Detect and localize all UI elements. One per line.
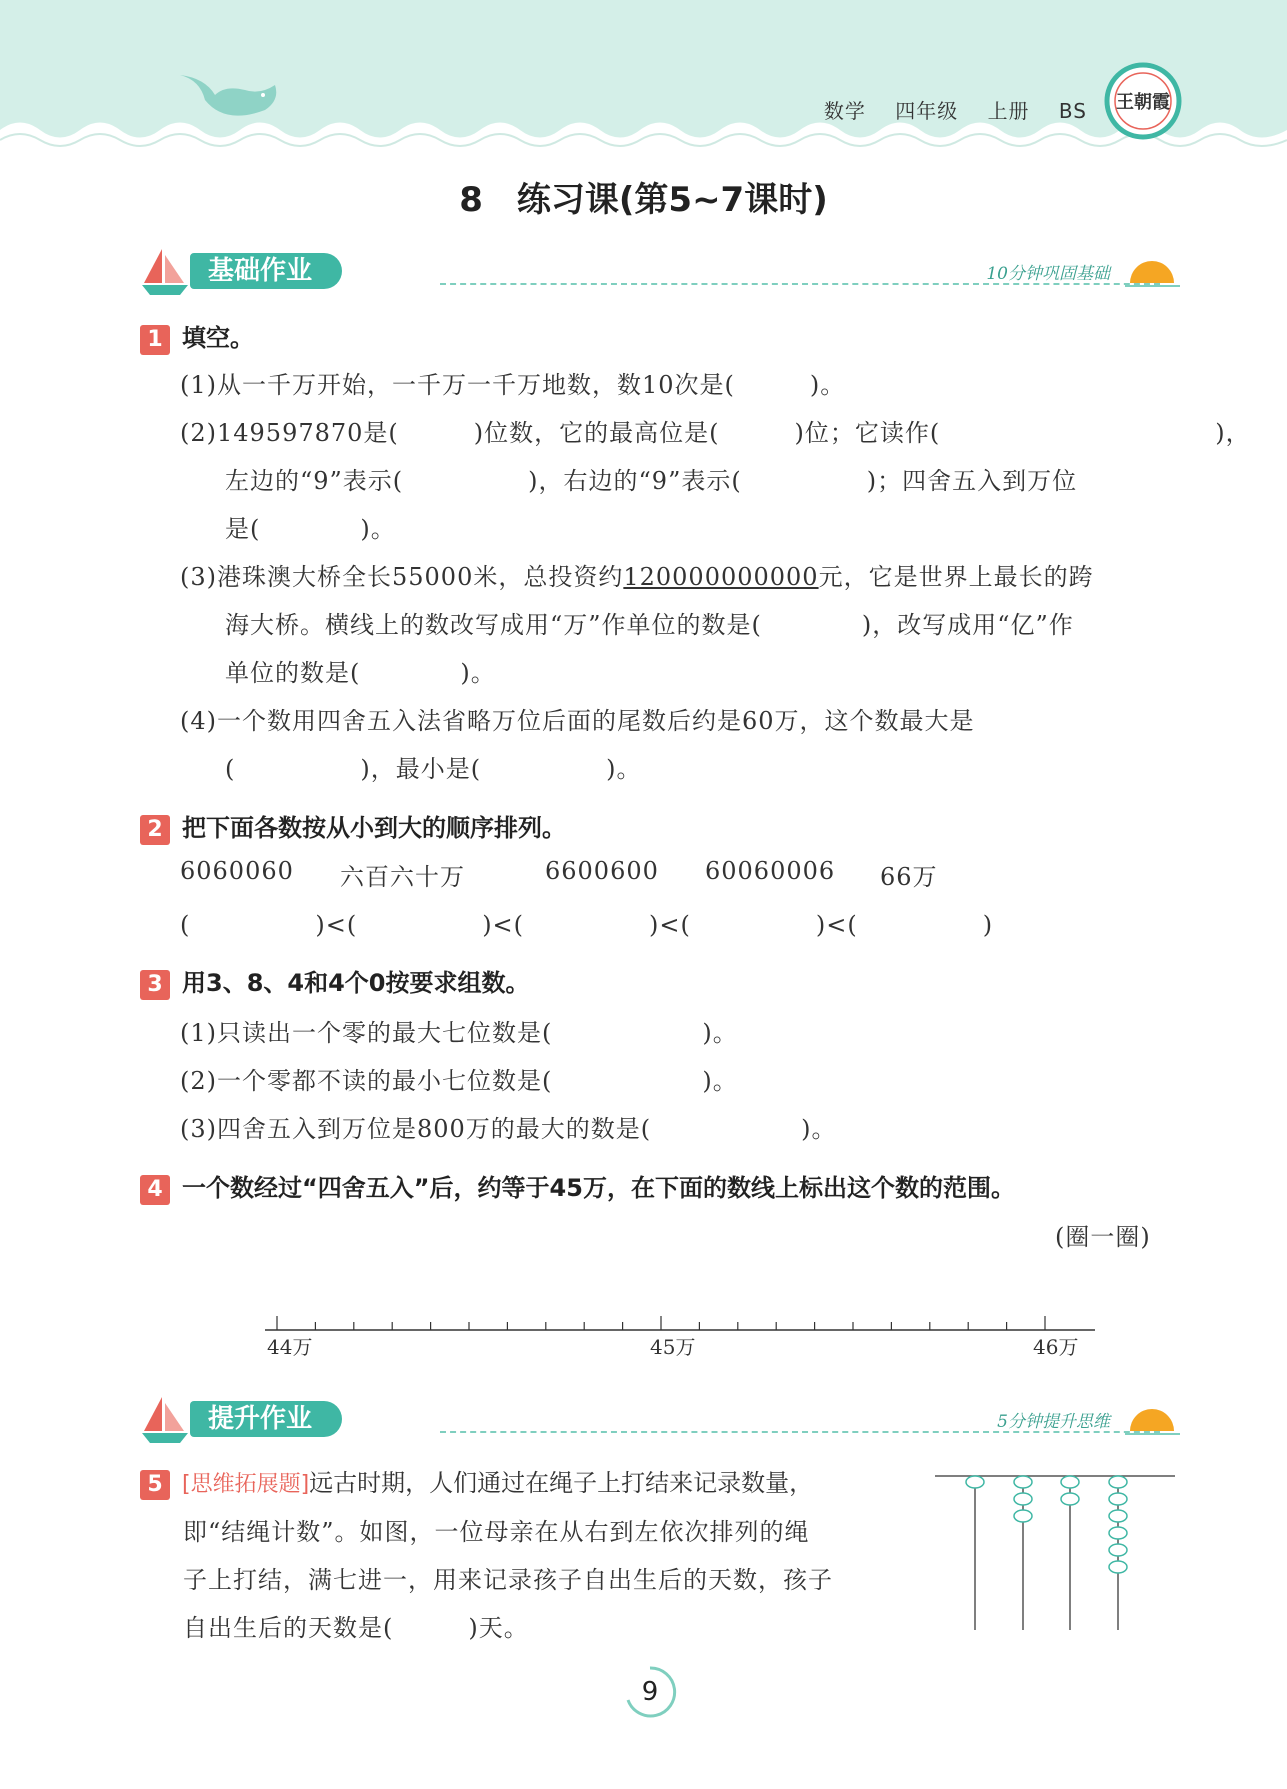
number-line-label-45: 45万 [650,1335,696,1359]
q1-underlined-number: 120000000000 [623,563,819,591]
header-subject: 数学 [823,99,866,123]
sunset-icon [1125,1401,1180,1441]
q1-line-7: 单位的数是( )。 [225,659,496,687]
number-line-label-44: 44万 [267,1335,313,1359]
knot [1109,1527,1127,1539]
page-number-text: 9 [641,1677,659,1707]
knot [1109,1476,1127,1488]
number-line-ticks [277,1316,1045,1330]
section-basic [140,245,1180,297]
knot [1109,1544,1127,1556]
question-text: 把下面各数按从小到大的顺序排列。 [182,814,566,842]
q2-number-2: 六百六十万 [340,863,465,891]
question-text: 一个数经过“四舍五入”后，约等于45万，在下面的数线上标出这个数的范围。 [182,1174,1015,1202]
section-advanced [140,1393,1180,1445]
q3-line-3: (3)四舍五入到万位是800万的最大的数是( )。 [180,1115,837,1143]
knot [1014,1493,1032,1505]
knot [1014,1510,1032,1522]
page-number [620,1662,680,1722]
knot [1061,1476,1079,1488]
q1-line-6: 海大桥。横线上的数改写成用“万”作单位的数是( )，改写成用“亿”作 [225,611,1074,639]
q1-line-5-a: (3)港珠澳大桥全长55000米，总投资约 [180,563,624,591]
header-edition: BS [1058,99,1087,123]
knot [966,1476,984,1488]
q1-line-4: 是( )。 [225,515,396,543]
question-number: 5 [140,1470,170,1500]
q2-number-5: 66万 [880,863,938,891]
question-tag: [思维拓展题] [182,1472,310,1497]
question-5-title [140,1463,813,1500]
q1-line-9: ( )，最小是( )。 [225,755,642,783]
q5-line-4: 自出生后的天数是( )天。 [183,1614,529,1642]
question-text: 填空。 [182,324,254,352]
section-label: 基础作业 [190,253,342,289]
logo-text: 王朝霞 [1116,92,1170,113]
question-number: 1 [140,325,170,355]
q3-line-2: (2)一个零都不读的最小七位数是( )。 [180,1067,738,1095]
q2-number-4: 60060006 [705,857,836,885]
question-2-title [140,808,566,845]
question-number: 2 [140,815,170,845]
section-label: 提升作业 [190,1401,342,1437]
section-hint: 10分钟巩固基础 [986,264,1110,284]
sunset-icon [1125,253,1180,293]
header-grade: 四年级 [895,99,959,123]
q2-answer-line: ( )<( )<( )<( )<( ) [180,911,994,939]
q4-note: (圈一圈) [1055,1223,1151,1251]
q2-number-1: 6060060 [180,857,294,885]
sailboat-icon [140,1393,190,1445]
knot-diagram [935,1470,1180,1635]
knot [1109,1561,1127,1573]
knot [1109,1510,1127,1522]
number-line-label-46: 46万 [1033,1335,1079,1359]
q1-line-3: 左边的“9”表示( )，右边的“9”表示( )；四舍五入到万位 [225,467,1078,495]
header-info [802,95,1087,124]
whale-icon [175,70,285,130]
q5-line-3: 子上打结，满七进一，用来记录孩子自出生后的天数，孩子 [183,1566,833,1594]
header-volume: 上册 [987,99,1030,123]
page-title: 8 练习课(第5~7课时) [459,180,828,220]
knot [1061,1493,1079,1505]
q1-line-2: (2)149597870是( )位数，它的最高位是( )位；它读作( )， [180,419,1251,447]
question-number: 4 [140,1175,170,1205]
number-line [255,1300,1115,1360]
brand-logo [1104,62,1182,140]
knot [1109,1493,1127,1505]
knot [1014,1476,1032,1488]
knot-ropes [966,1476,1127,1630]
q1-line-5 [180,557,1094,592]
q2-number-3: 6600600 [545,857,659,885]
question-text: 用3、8、4和4个0按要求组数。 [182,969,530,997]
q1-line-8: (4)一个数用四舍五入法省略万位后面的尾数后约是60万，这个数最大是 [180,707,975,735]
question-4-title [140,1168,1015,1205]
q3-line-1: (1)只读出一个零的最大七位数是( )。 [180,1019,738,1047]
q5-line-2: 即“结绳计数”。如图，一位母亲在从右到左依次排列的绳 [183,1518,810,1546]
page-header [0,0,1287,150]
q1-line-1: (1)从一千万开始，一千万一千万地数，数10次是( )。 [180,371,846,399]
sailboat-icon [140,245,190,297]
question-number: 3 [140,970,170,1000]
question-3-title [140,963,530,1000]
question-1-title [140,318,254,355]
question-text: 远古时期，人们通过在绳子上打结来记录数量， [309,1469,814,1497]
section-hint: 5分钟提升思维 [997,1412,1110,1432]
q1-line-5-c: 元，它是世界上最长的跨 [818,563,1094,591]
